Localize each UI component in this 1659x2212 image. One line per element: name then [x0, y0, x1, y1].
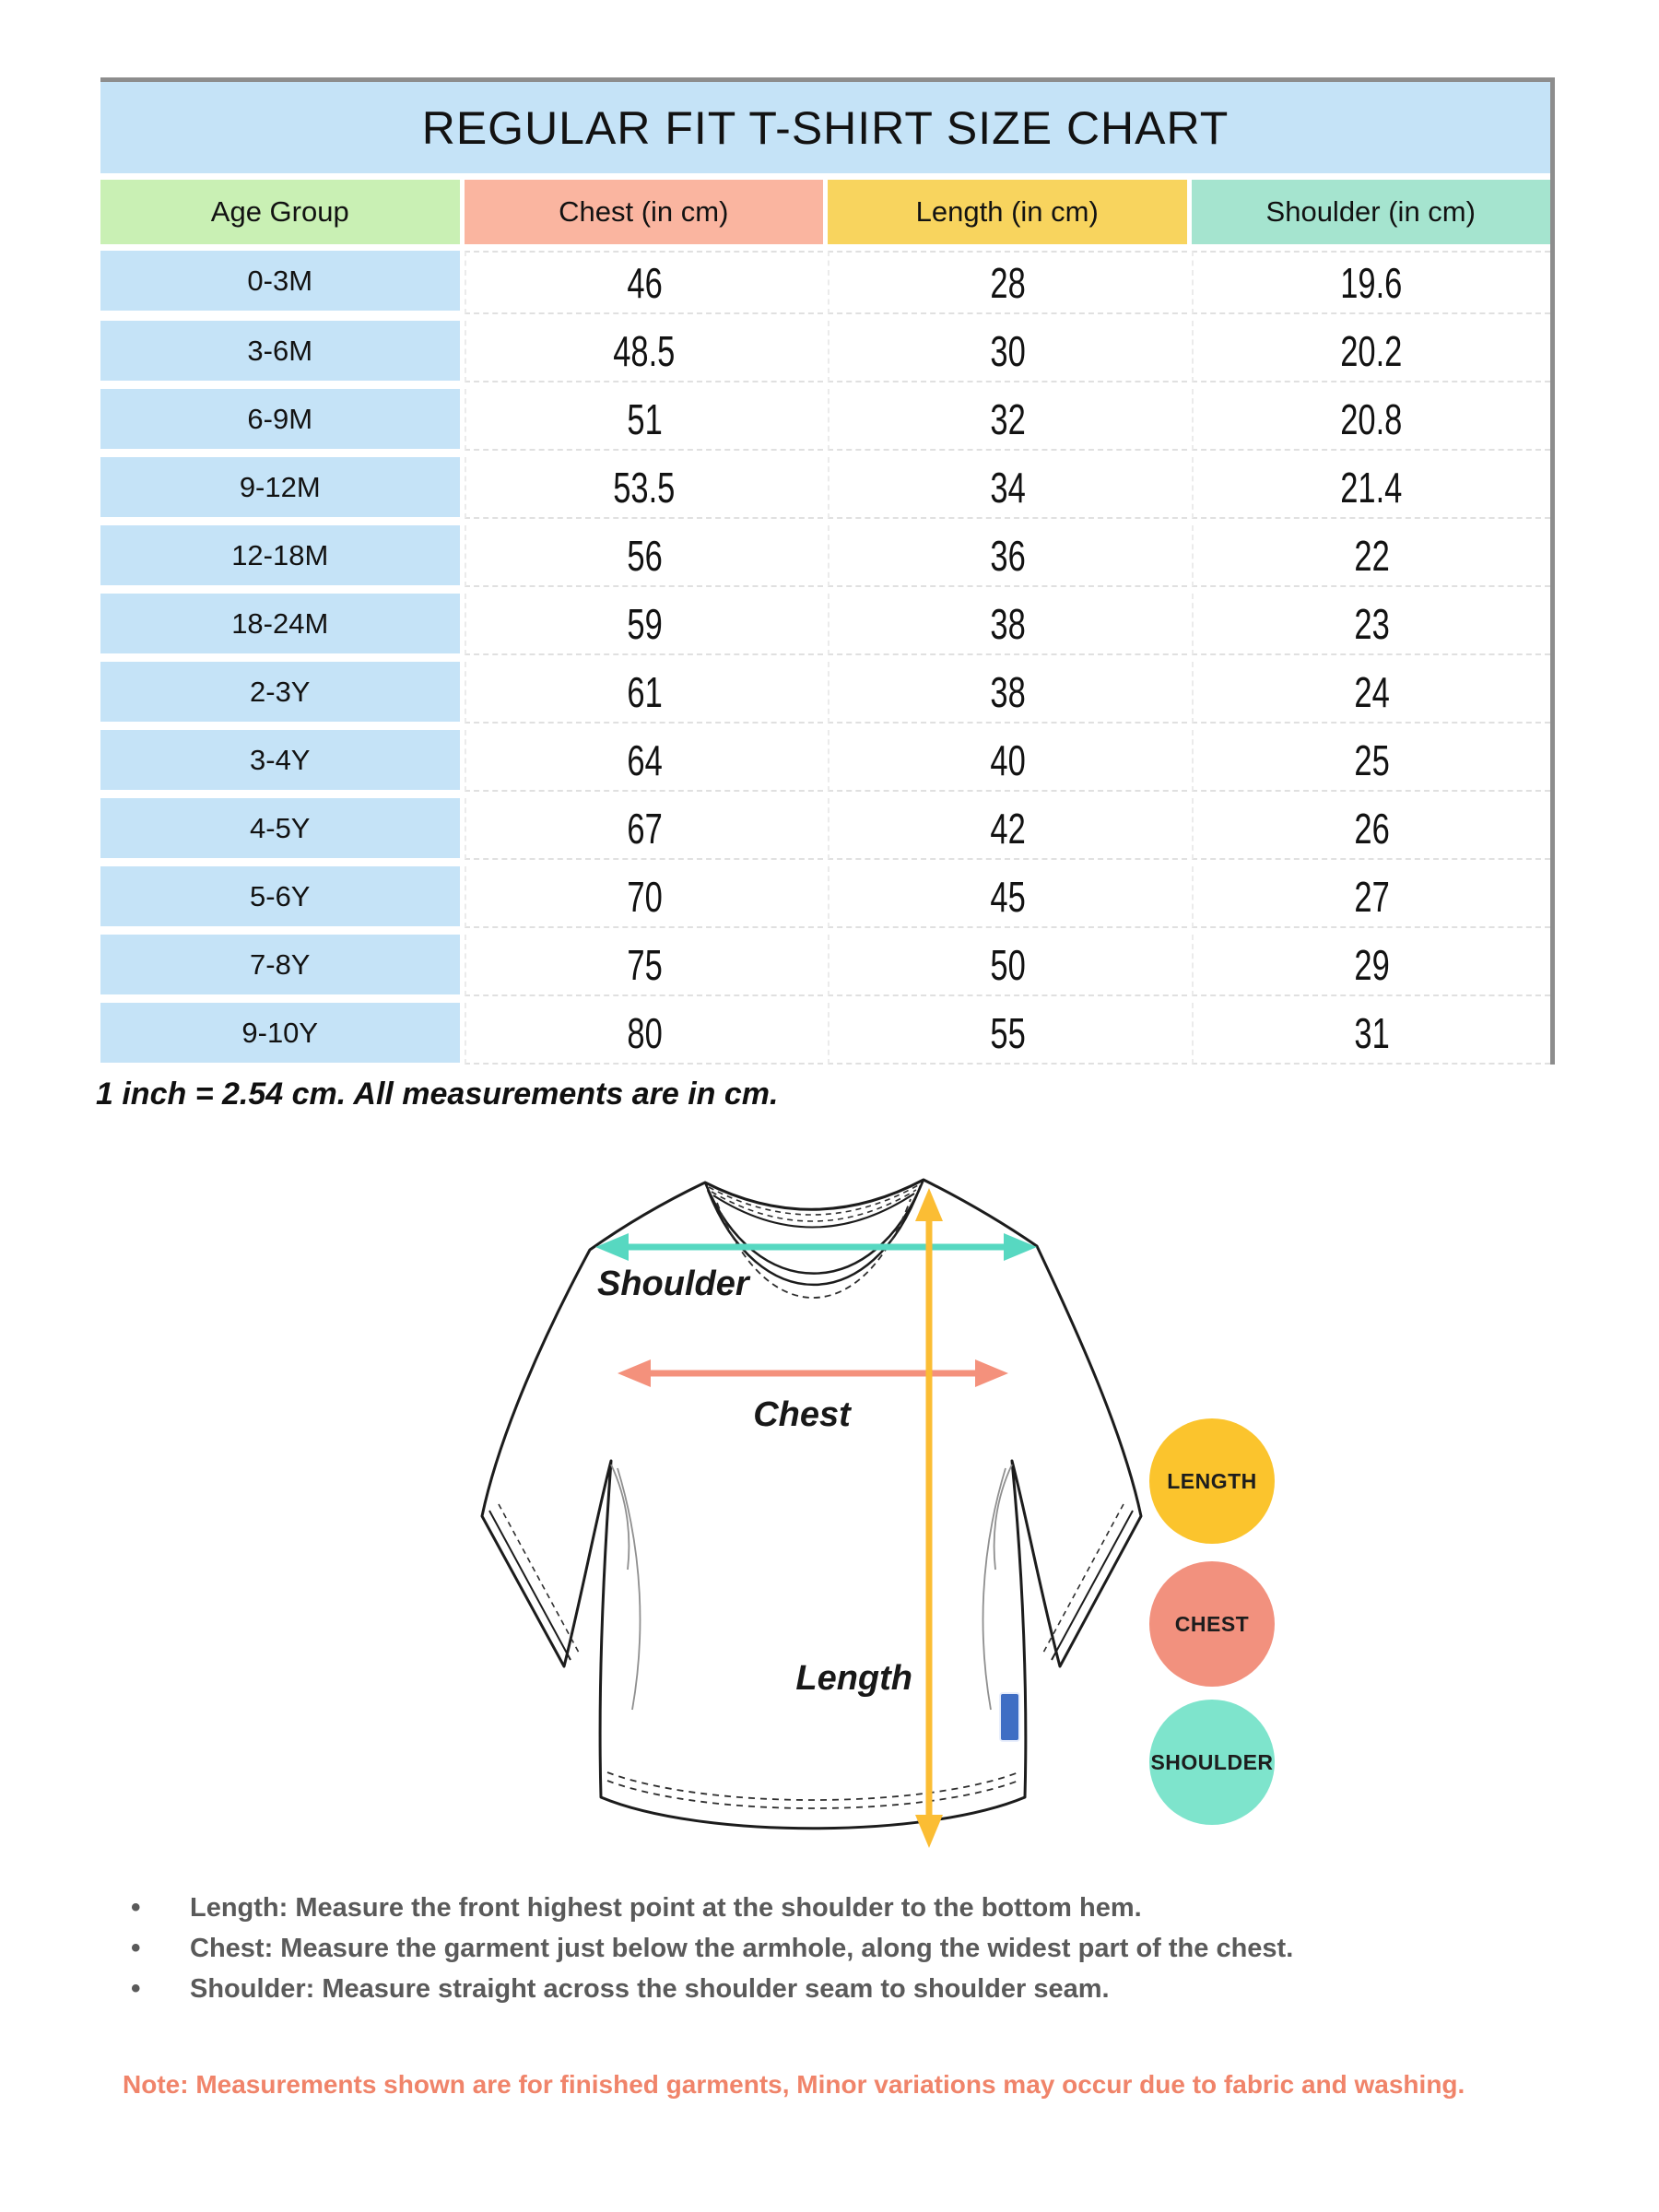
column-header-age: Age Group	[100, 180, 460, 244]
cell-value: 64	[627, 735, 663, 784]
length-value-cell	[828, 251, 1187, 314]
cell-value: 26	[1354, 804, 1390, 853]
chest-value-cell	[465, 662, 824, 724]
length-label: Length	[795, 1659, 912, 1698]
column-header-shoulder: Shoulder (in cm)	[1192, 180, 1551, 244]
chest-value-cell	[465, 730, 824, 792]
chest-label: Chest	[753, 1395, 851, 1434]
cell-value: 19.6	[1340, 258, 1403, 307]
cell-value: 80	[627, 1008, 663, 1057]
chest-value-cell	[465, 389, 824, 451]
cell-value: 24	[1354, 667, 1390, 716]
cell-value: 38	[990, 667, 1026, 716]
chest-value-cell	[465, 798, 824, 860]
cell-value: 21.4	[1340, 463, 1403, 512]
chest-value-cell	[465, 251, 824, 314]
cell-value: 48.5	[613, 326, 676, 375]
length-value-cell	[828, 321, 1187, 382]
age-group-cell: 12-18M	[100, 525, 460, 585]
length-value-cell	[828, 525, 1187, 587]
chest-value-cell	[465, 457, 824, 519]
cell-value: 22	[1354, 531, 1390, 580]
chest-value-cell	[465, 1003, 824, 1065]
age-group-cell: 5-6Y	[100, 866, 460, 926]
cell-value: 56	[627, 531, 663, 580]
length-value-cell	[828, 457, 1187, 519]
conversion-note: 1 inch = 2.54 cm. All measurements are in cm.	[96, 1077, 779, 1112]
length-value-cell	[828, 662, 1187, 724]
age-group-cell: 9-12M	[100, 457, 460, 517]
cell-value: 45	[990, 872, 1026, 921]
shoulder-value-cell	[1192, 525, 1551, 587]
cell-value: 40	[990, 735, 1026, 784]
column-header-length: Length (in cm)	[828, 180, 1187, 244]
cell-value: 29	[1354, 940, 1390, 989]
shoulder-value-cell	[1192, 662, 1551, 724]
length-value-cell	[828, 594, 1187, 655]
instruction-length: • Length: Measure the front highest point at the shoulder to the bottom hem.	[129, 1888, 1530, 1928]
size-chart-table	[100, 77, 1555, 1065]
brand-tag	[1000, 1693, 1019, 1741]
age-group-cell: 3-6M	[100, 321, 460, 381]
cell-value: 50	[990, 940, 1026, 989]
shoulder-value-cell	[1192, 321, 1551, 382]
cell-value: 31	[1354, 1008, 1390, 1057]
length-value-cell	[828, 389, 1187, 451]
chest-legend-circle: CHEST	[1149, 1561, 1275, 1687]
age-group-cell: 4-5Y	[100, 798, 460, 858]
tshirt-outline	[482, 1180, 1141, 1829]
shoulder-value-cell	[1192, 389, 1551, 451]
shoulder-value-cell	[1192, 798, 1551, 860]
chest-value-cell	[465, 866, 824, 928]
instruction-chest: • Chest: Measure the garment just below the armhole, along the widest part of the chest.	[129, 1928, 1530, 1969]
cell-value: 75	[627, 940, 663, 989]
cell-value: 46	[627, 258, 663, 307]
cell-value: 53.5	[613, 463, 676, 512]
shoulder-value-cell	[1192, 866, 1551, 928]
cell-value: 27	[1354, 872, 1390, 921]
age-group-cell: 2-3Y	[100, 662, 460, 722]
cell-value: 61	[627, 667, 663, 716]
age-group-cell: 18-24M	[100, 594, 460, 653]
length-value-cell	[828, 1003, 1187, 1065]
instruction-shoulder: • Shoulder: Measure straight across the shoulder seam to shoulder seam.	[129, 1969, 1530, 2009]
cell-value: 30	[990, 326, 1026, 375]
cell-value: 51	[627, 394, 663, 443]
shoulder-value-cell	[1192, 594, 1551, 655]
chest-value-cell	[465, 935, 824, 996]
age-group-cell: 0-3M	[100, 251, 460, 311]
chest-value-cell	[465, 525, 824, 587]
measurement-instructions	[129, 1888, 1530, 2009]
length-value-cell	[828, 935, 1187, 996]
length-value-cell	[828, 866, 1187, 928]
shoulder-value-cell	[1192, 1003, 1551, 1065]
cell-value: 20.8	[1340, 394, 1403, 443]
chest-value-cell	[465, 321, 824, 382]
cell-value: 67	[627, 804, 663, 853]
length-value-cell	[828, 730, 1187, 792]
shoulder-value-cell	[1192, 935, 1551, 996]
cell-value: 23	[1354, 599, 1390, 648]
shoulder-value-cell	[1192, 730, 1551, 792]
cell-value: 25	[1354, 735, 1390, 784]
cell-value: 59	[627, 599, 663, 648]
page-title: REGULAR FIT T-SHIRT SIZE CHART	[100, 82, 1550, 173]
age-group-cell: 6-9M	[100, 389, 460, 449]
age-group-cell: 7-8Y	[100, 935, 460, 994]
chest-value-cell	[465, 594, 824, 655]
cell-value: 32	[990, 394, 1026, 443]
length-value-cell	[828, 798, 1187, 860]
age-group-cell: 9-10Y	[100, 1003, 460, 1063]
shoulder-value-cell	[1192, 251, 1551, 314]
cell-value: 38	[990, 599, 1026, 648]
footnote: Note: Measurements shown are for finished garments, Minor variations may occur due to fabric and washing.	[123, 2070, 1465, 2099]
length-legend-circle: LENGTH	[1149, 1418, 1275, 1544]
shoulder-value-cell	[1192, 457, 1551, 519]
shoulder-label: Shoulder	[597, 1265, 749, 1303]
cell-value: 28	[990, 258, 1026, 307]
cell-value: 20.2	[1340, 326, 1403, 375]
column-header-chest: Chest (in cm)	[465, 180, 824, 244]
cell-value: 55	[990, 1008, 1026, 1057]
cell-value: 42	[990, 804, 1026, 853]
age-group-cell: 3-4Y	[100, 730, 460, 790]
cell-value: 36	[990, 531, 1026, 580]
shoulder-legend-circle: SHOULDER	[1149, 1700, 1275, 1825]
cell-value: 70	[627, 872, 663, 921]
cell-value: 34	[990, 463, 1026, 512]
